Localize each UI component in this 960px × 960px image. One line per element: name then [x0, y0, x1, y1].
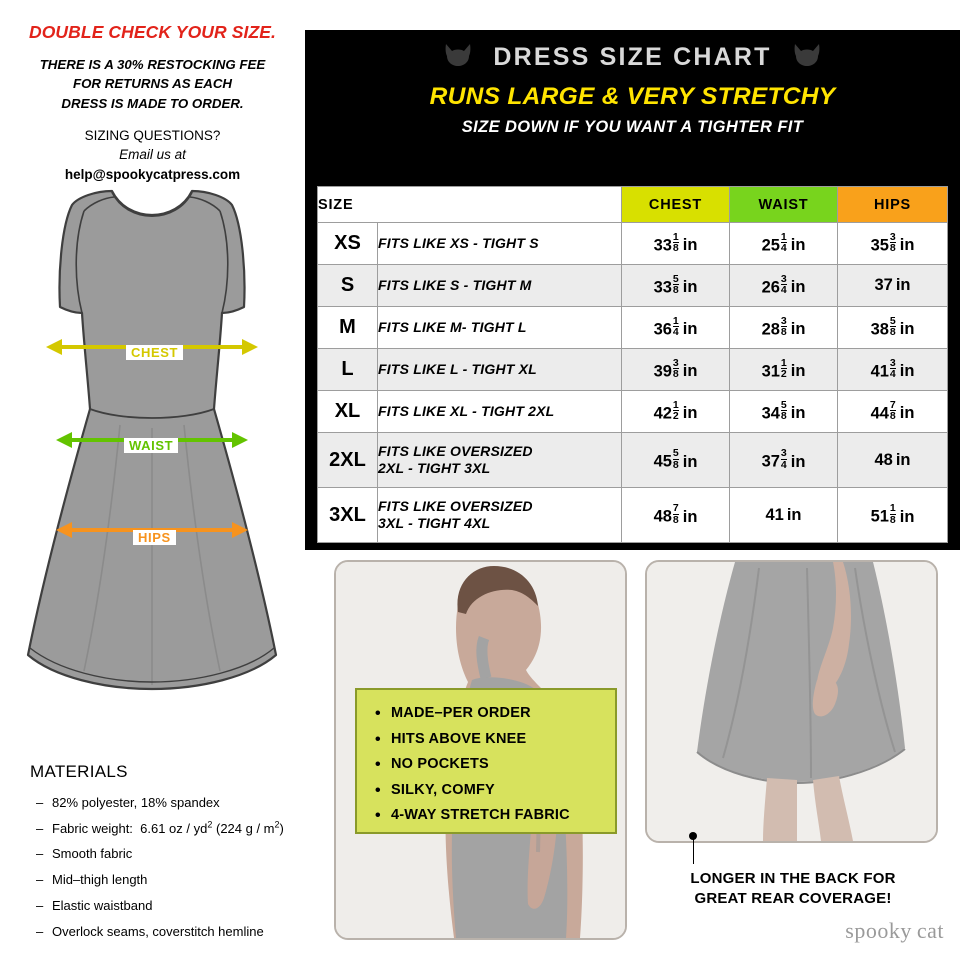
cell-hips: 37 in	[838, 265, 948, 307]
back-caption-line-1: LONGER IN THE BACK FOR	[690, 870, 896, 887]
cell-waist: 26 $\frac{3}{4}$ in	[730, 265, 838, 307]
cat-head-icon-left	[443, 42, 473, 73]
support-email[interactable]: help@spookycatpress.com	[64, 166, 241, 182]
material-item: – Smooth fabric	[30, 841, 330, 867]
cell-fits: FITS LIKE S - TIGHT M	[378, 265, 622, 307]
sizing-questions-heading: SIZING QUESTIONS?	[84, 127, 221, 143]
features-callout	[355, 688, 617, 834]
materials-heading: MATERIALS	[30, 762, 128, 781]
cell-chest: 48 $\frac{7}{8}$ in	[622, 488, 730, 543]
size-chart-body	[318, 223, 948, 543]
cell-fits: FITS LIKE OVERSIZED 3XL - TIGHT 4XL	[378, 488, 622, 543]
chart-title: DRESS SIZE CHART	[493, 43, 772, 71]
size-chart-panel	[305, 30, 960, 550]
material-item: – Elastic waistband	[30, 893, 330, 919]
cell-waist: 37 $\frac{3}{4}$ in	[730, 433, 838, 488]
cell-waist: 25 $\frac{1}{4}$ in	[730, 223, 838, 265]
material-item: – Fabric weight: 6.61 oz / $yd^2$ (224 g / $m^2$)	[30, 816, 330, 842]
cell-waist: 31 $\frac{1}{2}$ in	[730, 349, 838, 391]
table-row	[318, 433, 948, 488]
chest-measure-label: CHEST	[126, 345, 183, 360]
hips-measure-label: HIPS	[133, 530, 176, 545]
cell-size: L	[318, 349, 378, 391]
table-row	[318, 349, 948, 391]
cell-size: XS	[318, 223, 378, 265]
table-row	[318, 307, 948, 349]
table-header-row	[318, 187, 948, 223]
material-item: – 82% polyester, 18% spandex	[30, 790, 330, 816]
chart-subtitle: RUNS LARGE & VERY STRETCHY	[429, 83, 836, 110]
material-item: – Mid–thigh length	[30, 867, 330, 893]
features-list	[375, 701, 609, 829]
double-check-title: DOUBLE CHECK YOUR SIZE.	[28, 22, 276, 42]
cell-chest: 45 $\frac{5}{8}$ in	[622, 433, 730, 488]
restock-line-2: FOR RETURNS AS EACH	[72, 76, 233, 92]
callout-line	[693, 838, 694, 864]
cell-waist: 41 in	[730, 488, 838, 543]
cat-head-icon-right	[792, 42, 822, 73]
cell-size: 3XL	[318, 488, 378, 543]
cell-fits: FITS LIKE XL - TIGHT 2XL	[378, 391, 622, 433]
materials-section	[30, 762, 330, 944]
brand-part-1: spooky	[845, 918, 912, 943]
cell-size: 2XL	[318, 433, 378, 488]
cell-hips: 35 $\frac{3}{8}$ in	[838, 223, 948, 265]
cell-fits: FITS LIKE OVERSIZED 2XL - TIGHT 3XL	[378, 433, 622, 488]
waist-measure-label: WAIST	[124, 438, 178, 453]
brand-logo	[845, 918, 944, 944]
cell-chest: 42 $\frac{1}{2}$ in	[622, 391, 730, 433]
cell-fits: FITS LIKE XS - TIGHT S	[378, 223, 622, 265]
chart-header	[305, 30, 960, 143]
back-photo-panel	[645, 560, 938, 843]
cell-chest: 33 $\frac{1}{8}$ in	[622, 223, 730, 265]
dress-illustration	[0, 185, 305, 755]
cell-hips: 38 $\frac{5}{8}$ in	[838, 307, 948, 349]
cell-chest: 39 $\frac{3}{8}$ in	[622, 349, 730, 391]
cell-fits: FITS LIKE L - TIGHT XL	[378, 349, 622, 391]
cell-hips: 51 $\frac{1}{8}$ in	[838, 488, 948, 543]
email-us-label: Email us at	[119, 147, 186, 163]
header-waist: WAIST	[730, 187, 838, 223]
chart-subtitle-2: SIZE DOWN IF YOU WANT A TIGHTER FIT	[461, 118, 804, 136]
cell-waist: 28 $\frac{3}{8}$ in	[730, 307, 838, 349]
cell-size: M	[318, 307, 378, 349]
table-row	[318, 391, 948, 433]
material-item: – Overlock seams, coverstitch hemline	[30, 919, 330, 945]
cell-size: S	[318, 265, 378, 307]
cell-chest: 36 $\frac{1}{4}$ in	[622, 307, 730, 349]
feature-item: • 4-WAY STRETCH FABRIC	[375, 803, 609, 829]
header-hips: HIPS	[838, 187, 948, 223]
feature-item: • HITS ABOVE KNEE	[375, 727, 609, 753]
table-row	[318, 265, 948, 307]
table-row	[318, 488, 948, 543]
cell-fits: FITS LIKE M- TIGHT L	[378, 307, 622, 349]
back-coverage-caption	[648, 869, 938, 910]
back-caption-line-2: GREAT REAR COVERAGE!	[694, 890, 892, 908]
cell-size: XL	[318, 391, 378, 433]
table-row	[318, 223, 948, 265]
size-chart-table	[317, 186, 948, 543]
brand-part-2: cat	[916, 918, 944, 943]
cell-hips: 41 $\frac{3}{4}$ in	[838, 349, 948, 391]
materials-list	[30, 790, 330, 944]
header-size: SIZE	[318, 187, 622, 223]
header-chest: CHEST	[622, 187, 730, 223]
sizing-questions-block	[10, 126, 295, 185]
restock-line-1: THERE IS A 30% RESTOCKING FEE	[39, 57, 266, 72]
feature-item: • NO POCKETS	[375, 752, 609, 778]
restock-line-3: DRESS IS MADE TO ORDER.	[61, 95, 244, 111]
cell-waist: 34 $\frac{5}{8}$ in	[730, 391, 838, 433]
cell-chest: 33 $\frac{5}{8}$ in	[622, 265, 730, 307]
feature-item: • SILKY, COMFY	[375, 778, 609, 804]
cell-hips: 44 $\frac{7}{8}$ in	[838, 391, 948, 433]
cell-hips: 48 in	[838, 433, 948, 488]
feature-item: • MADE–PER ORDER	[375, 701, 609, 727]
